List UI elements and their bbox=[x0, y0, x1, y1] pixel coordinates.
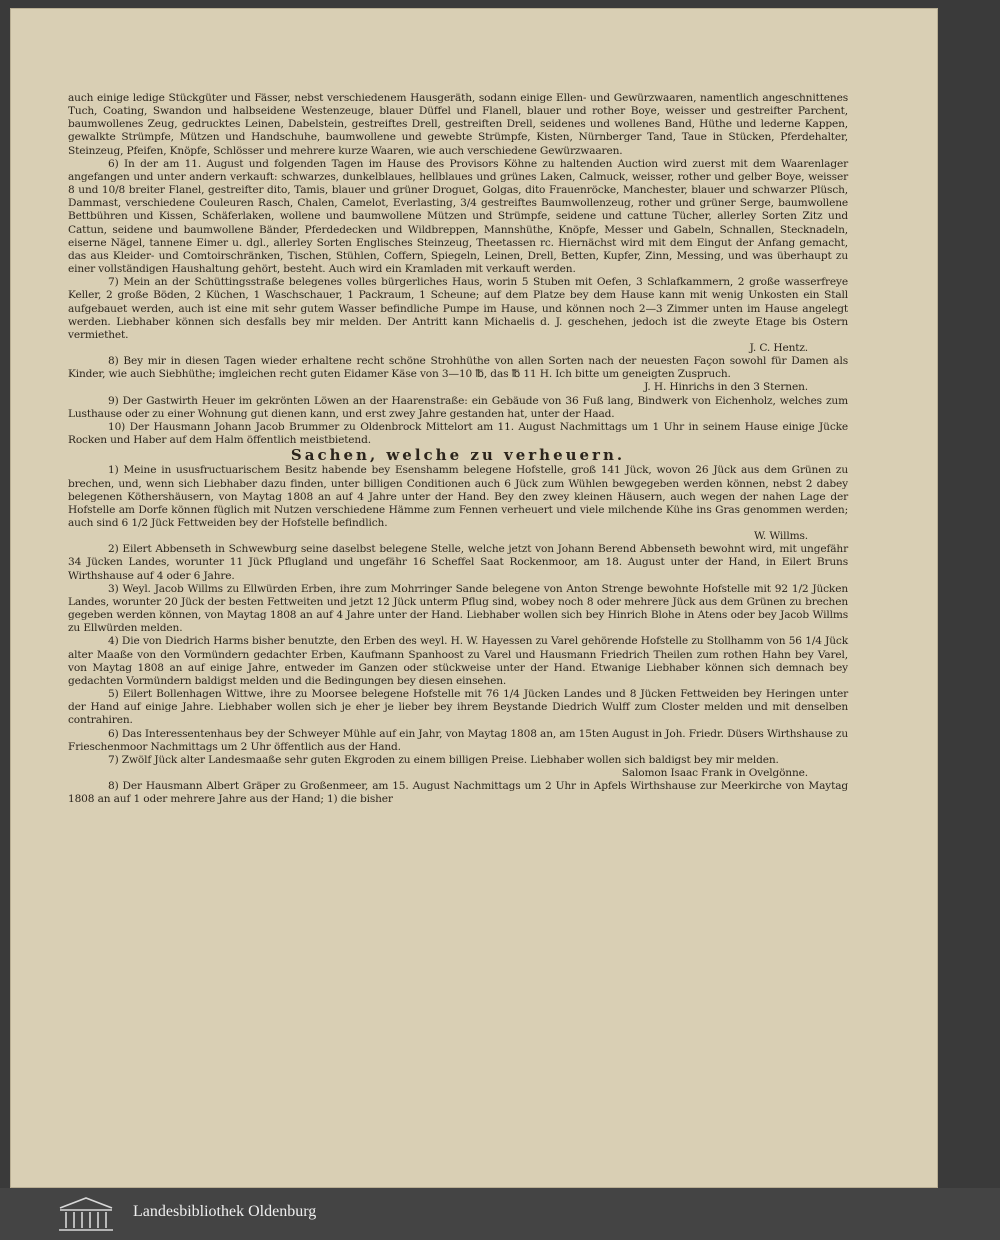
paragraph-item-6: 6) In der am 11. August und folgenden Tagen im Hause des Provisors Köhne zu haltenden Auction wird zuerst mit dem Waarenlager angefangen und unter andern verkauft: schwarzes, dunkelblaues, hellblaues und grünes Laken, Calmuck, weisser, rother und gelber Boye, weisser 8 und 10/8 breiter Flanel, gestreifter dito, Tamis, blauer und grüner Droguet, Golgas, dito Frauenröcke, Manchester, blauer und schwarzer Plüsch, Dammast, verschiedene Couleuren Rasch, Chalen, Camelot, Everlasting, 3/4 gestreiftes Baumwollenzeug, rother und grüner Serge, baumwollene Bettbühren und Kissen, Schäferlaken, wollene und baumwollene Mützen und Strümpfe, seidene und cattune Tücher, allerley Sorten Zitz und Cattun, seidene und baumwollene Bänder, Pferdedecken und Wildbreppen, Mannshüthe, Knöpfe, Messer und Gabeln, Schnallen, Stecknadeln, eiserne Nägel, tannene Eimer u. dgl., allerley Sorten Englisches Steinzeug, Theetassen rc. Hiernächst wird mit dem Eingut der Anfang gemacht, das aus Kleider- und Comtoirschränken, Tischen, Stühlen, Coffern, Spiegeln, Leinen, Drell, Betten, Kupfer, Zinn, Messing, und was überhaupt zu einer vollständigen Haushaltung gehört, besteht. Auch wird ein Kramladen mit verkauft werden. bbox=[68, 157, 848, 276]
rental-item-4: 4) Die von Diedrich Harms bisher benutzte, den Erben des weyl. H. W. Hayessen zu Varel gehörende Hofstelle zu Stollhamm von 56 1/4 Jück alter Maaße von den Vormündern gedachter Erben, Kaufmann Spanhoost zu Varel und Hausmann Friedrich Theilen zum rothen Hahn bey Varel, von Maytag 1808 an auf einige Jahre, entweder im Ganzen oder stückweise unter der Hand. Etwanige Liebhaber können sich demnach bey gedachten Vormündern baldigst melden und die Bedingungen bey diesen einsehen. bbox=[68, 635, 848, 687]
rental-item-6: 6) Das Interessentenhaus bey der Schweyer Mühle auf ein Jahr, von Maytag 1808 an, am 15ten August in Joh. Friedr. Düsers Wirthshause zu Frieschenmoor Nachmittags um 2 Uhr öffentlich aus der Hand. bbox=[68, 727, 848, 753]
paragraph-continuation: auch einige ledige Stückgüter und Fässer, nebst verschiedenem Hausgeräth, sodann einige Ellen- und Gewürzwaaren, namentlich angeschnittenes Tuch, Coating, Swandon und halbseidene Westenzeuge, blauer Düffel und Flanell, blauer und rother Boye, weisser und gestreifter Parchent, baumwollenes Zeug, gedrucktes Leinen, Dabelstein, gestreiftes Drell, gestreiften Drell, seidenes und wollenes Band, Hüthe und lederne Kappen, gewalkte Strümpfe, Mützen und Handschuhe, baumwollene und gewebte Strümpfe, Kisten, Nürnberger Tand, Taue in Stücken, Pferdehalter, Steinzeug, Pfeifen, Knöpfe, Schlösser und mehrere kurze Waaren, wie auch verschiedene Gewürzwaaren. bbox=[68, 92, 848, 157]
rental-item-5: 5) Eilert Bollenhagen Wittwe, ihre zu Moorsee belegene Hofstelle mit 76 1/4 Jücken Landes und 8 Jücken Fettweiden bey Heringen unter der Hand auf einige Jahre. Liebhaber wollen sich je eher je lieber bey ihrem Beystande Diedrich Wulff zum Closter melden und mit denselben contrahiren. bbox=[68, 688, 848, 727]
signature-hentz: J. C. Hentz. bbox=[749, 341, 808, 354]
rental-item-1: 1) Meine in ususfructuarischem Besitz habende bey Esenshamm belegene Hofstelle, groß 141 Jück, wovon 26 Jück aus dem Grünen zu brechen, und, wenn sich Liebhaber dazu finden, unter billigen Conditionen auch 6 Jück zum Wühlen bewgegeben werden können, nebst 2 dabey belegenen Köthershäusern, von Maytag 1808 an auf 4 Jahre unter der Hand. Bey den zwey kleinen Häusern, auch wegen der nahen Lage der Hofstelle am Dorfe können füglich mit Nutzen verschiedene Hämme zum Fennen verheuert und viele milchende Kühe ins Gras genommen werden; auch sind 6 1/2 Jück Fettweiden bey der Hofstelle befindlich. bbox=[68, 464, 848, 529]
signature-willms: W. Willms. bbox=[754, 530, 808, 543]
rental-item-8: 8) Der Hausmann Albert Gräper zu Großenmeer, am 15. August Nachmittags um 2 Uhr in Apfels Wirthshause zur Meerkirche von Maytag 1808 an auf 1 oder mehrere Jahre aus der Hand; 1) die bisher bbox=[68, 780, 848, 806]
paragraph-item-8: 8) Bey mir in diesen Tagen wieder erhaltene recht schöne Strohhüthe von allen Sorten nach der neuesten Façon sowohl für Damen als Kinder, wie auch Siebhüthe; imgleichen recht guten Eidamer Käse von 3—10 ℔, das ℔ 11 H. Ich bitte um geneigten Zuspruch. bbox=[68, 355, 848, 381]
footer-library-label[interactable]: Landesbibliothek Oldenburg bbox=[133, 1203, 317, 1220]
section-auctions bbox=[68, 92, 848, 447]
paragraph-item-10: 10) Der Hausmann Johann Jacob Brummer zu Oldenbrock Mittelort am 11. August Nachmittags um 1 Uhr in seinem Hause einige Jücke Rocken und Haber auf dem Halm öffentlich meistbietend. bbox=[68, 420, 848, 447]
document-page bbox=[10, 8, 938, 1188]
section-heading: Sachen, welche zu verheuern. bbox=[290, 446, 626, 465]
signature-frank: Salomon Isaac Frank in Ovelgönne. bbox=[621, 766, 808, 779]
rental-item-2: 2) Eilert Abbenseth in Schwewburg seine daselbst belegene Stelle, welche jetzt von Johann Berend Abbenseth bewohnt wird, mit ungefähr 34 Jücken Landes, worunter 11 Jück Pflugland und ungefähr 16 Scheffel Saat Rockenmoor, am 18. August unter der Hand, in Eilert Bruns Wirthshause auf 4 oder 6 Jahre. bbox=[68, 543, 848, 582]
paragraph-item-9: 9) Der Gastwirth Heuer im gekrönten Löwen an der Haarenstraße: ein Gebäude von 36 Fuß lang, Bindwerk von Eichenholz, welches zum Lusthause oder zu einer Wohnung gut dienen kann, und erst zwey Jahre gestanden hat, unter der Haad. bbox=[68, 394, 848, 420]
rental-item-7: 7) Zwölf Jück alter Landesmaaße sehr guten Ekgroden zu einem billigen Preise. Liebhaber wollen sich baldigst bey mir melden. bbox=[108, 753, 779, 766]
paragraph-item-7: 7) Mein an der Schüttingsstraße belegenes volles bürgerliches Haus, worin 5 Stuben mit Oefen, 3 Schlafkammern, 2 große wasserfreye Keller, 2 große Böden, 2 Küchen, 1 Waschschauer, 1 Packraum, 1 Scheune; auf dem Platze bey dem Hause kann mit wenig Unkosten ein Stall aufgebauet werden, auch ist eine mit sehr gutem Wasser befindliche Pumpe im Hause, und können noch 2—3 Zimmer unten im Hause angelegt werden. Liebhaber können sich desfalls bey mir melden. Der Antritt kann Michaelis d. J. geschehen, jedoch ist die zweyte Etage bis Ostern vermiethet. bbox=[68, 276, 848, 341]
signature-hinrichs: J. H. Hinrichs in den 3 Sternen. bbox=[644, 381, 808, 394]
section-rentals bbox=[68, 464, 848, 806]
footer-bar bbox=[0, 1188, 1000, 1240]
library-building-logo-icon bbox=[56, 1194, 116, 1234]
document-text bbox=[68, 92, 848, 806]
rental-item-3: 3) Weyl. Jacob Willms zu Ellwürden Erben, ihre zum Mohrringer Sande belegene von Anton Strenge bewohnte Hofstelle mit 92 1/2 Jücken Landes, worunter 20 Jück der besten Fettweiten und jetzt 12 Jück unterm Pflug sind, wobey noch 8 oder mehrere Jück aus dem Grünen zu brechen gegeben werden können, von Maytag 1808 an auf 4 Jahre unter der Hand. Liebhaber wollen sich bey Hinrich Blohe in Atens oder bey Jacob Willms zu Ellwürden melden. bbox=[68, 582, 848, 635]
